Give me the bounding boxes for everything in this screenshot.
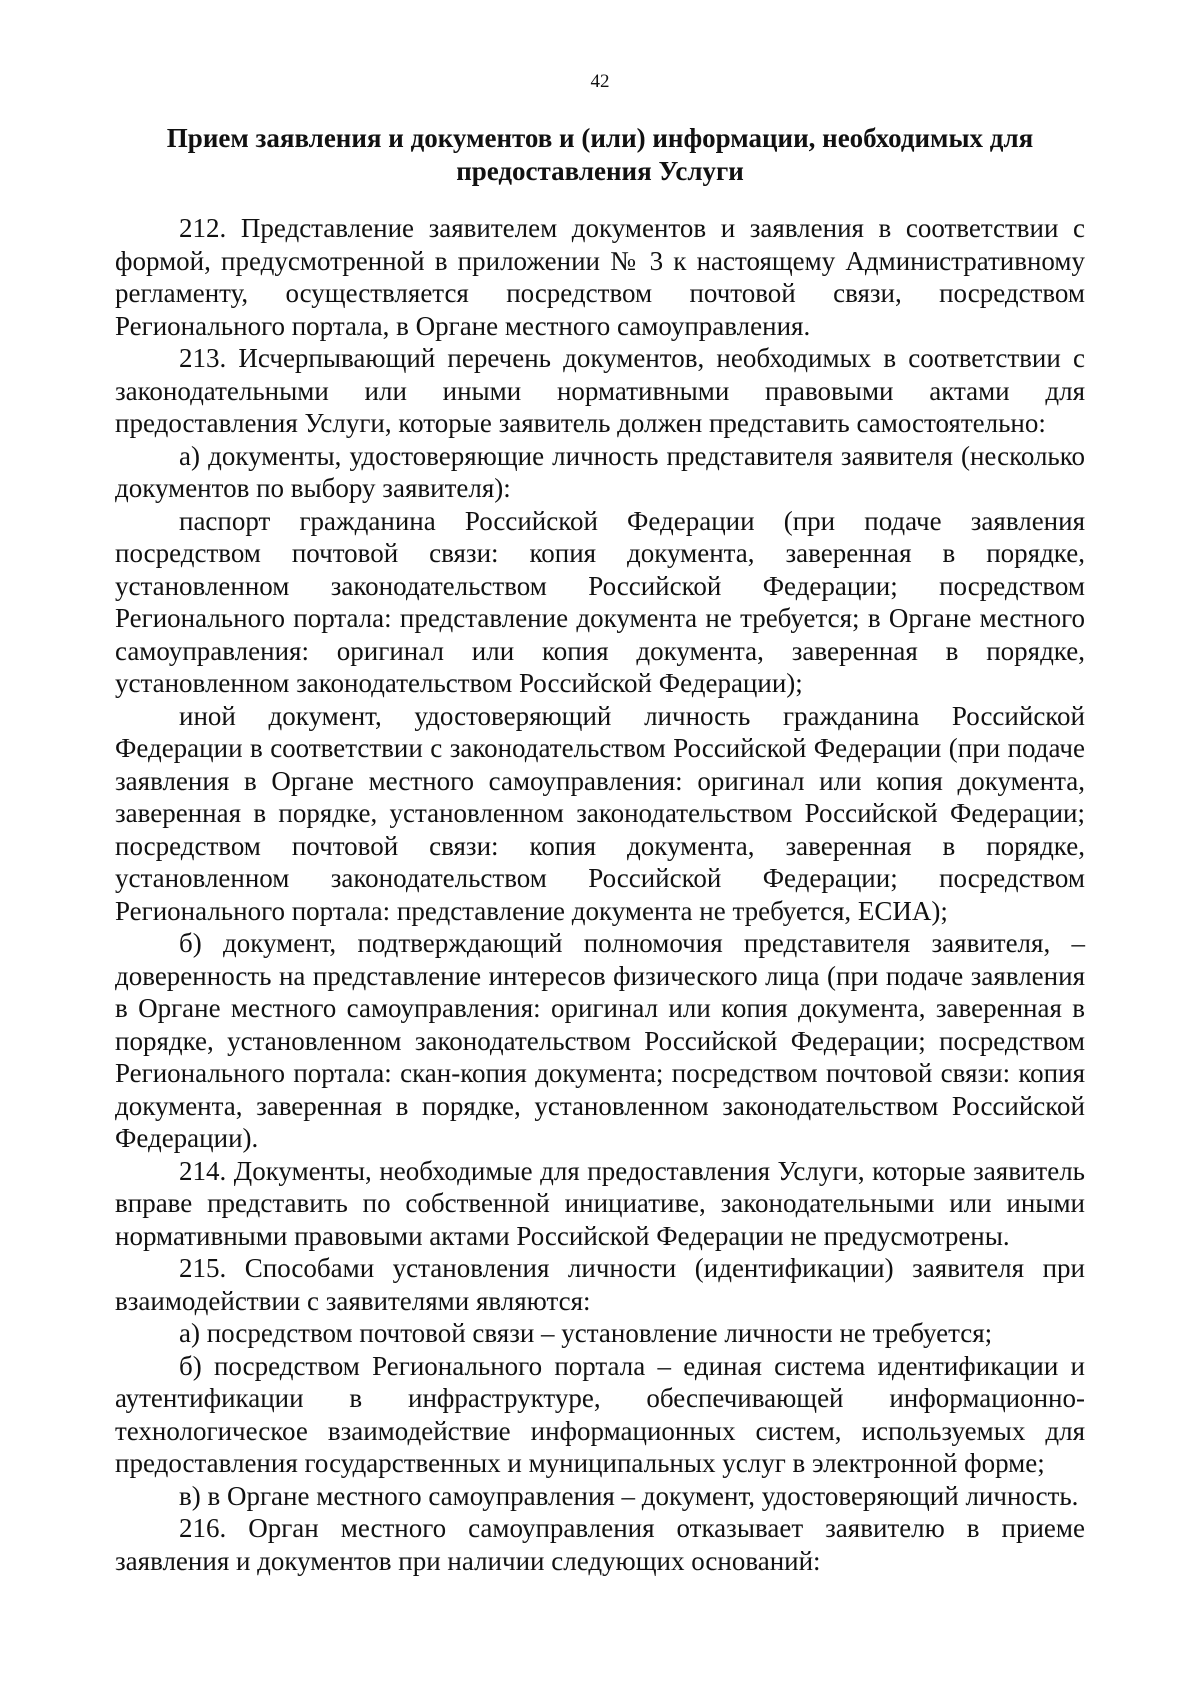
paragraph-212: 212. Представление заявителем документов и заявления в соответствии с формой, предусмотренной в приложении № 3 к настоящему Административному регламенту, осуществляется посредством почтовой связи, посредством Регионального портала, в Органе местного самоуправления.: [115, 213, 1085, 341]
paragraph-215-item-a: а) посредством почтовой связи – установление личности не требуется;: [179, 1318, 993, 1348]
section-heading-line-2: предоставления Услуги: [456, 156, 744, 186]
paragraph-passport: паспорт гражданина Российской Федерации (при подаче заявления посредством почтовой связи: копия документа, заверенная в порядке, установленном законодательством Российской Федерации; посредством Регионального портала: представление документа не требуется; в Органе местного самоуправления: оригинал или копия документа, заверенная в порядке, установленном законодательством Российской Федерации);: [115, 505, 1085, 698]
paragraph-215-item-b: б) посредством Регионального портала – единая система идентификации и аутентификации в инфраструктуре, обеспечивающей информационно-технологическое взаимодействие информационных систем, используемых для предоставления государственных и муниципальных услуг в электронной форме;: [115, 1350, 1085, 1478]
paragraph-215: 215. Способами установления личности (идентификации) заявителя при взаимодействии с заявителями являются:: [115, 1253, 1085, 1316]
document-body: [115, 212, 1085, 1577]
paragraph-216: 216. Орган местного самоуправления отказывает заявителю в приеме заявления и документов при наличии следующих оснований:: [115, 1513, 1085, 1576]
page-number: 42: [590, 71, 610, 92]
paragraph-215-item-v: в) в Органе местного самоуправления – документ, удостоверяющий личность.: [179, 1480, 1079, 1511]
paragraph-213-item-b: б) документ, подтверждающий полномочия представителя заявителя, – доверенность на представление интересов физического лица (при подаче заявления в Органе местного самоуправления: оригинал или копия документа, заверенная в порядке, установленном законодательством Российской Федерации; посредством Регионального портала: скан-копия документа; посредством почтовой связи: копия документа, заверенная в порядке, установленном законодательством Российской Федерации).: [115, 928, 1085, 1153]
section-heading: [115, 122, 1085, 188]
section-heading-line-1: Прием заявления и документов и (или) информации, необходимых для: [166, 123, 1034, 153]
paragraph-213-item-a: а) документы, удостоверяющие личность представителя заявителя (несколько документов по выбору заявителя):: [115, 440, 1085, 503]
paragraph-213: 213. Исчерпывающий перечень документов, необходимых в соответствии с законодательными или иными нормативными правовыми актами для предоставления Услуги, которые заявитель должен представить самостоятельно:: [115, 343, 1085, 438]
paragraph-other-id-document: иной документ, удостоверяющий личность гражданина Российской Федерации в соответствии с законодательством Российской Федерации (при подаче заявления в Органе местного самоуправления: оригинал или копия документа, заверенная в порядке, установленном законодательством Российской Федерации; посредством почтовой связи: копия документа, заверенная в порядке, установленном законодательством Российской Федерации; посредством Регионального портала: представление документа не требуется, ЕСИА);: [115, 700, 1085, 926]
paragraph-214: 214. Документы, необходимые для предоставления Услуги, которые заявитель вправе представить по собственной инициативе, законодательными или иными нормативными правовыми актами Российской Федерации не предусмотрены.: [115, 1155, 1085, 1251]
